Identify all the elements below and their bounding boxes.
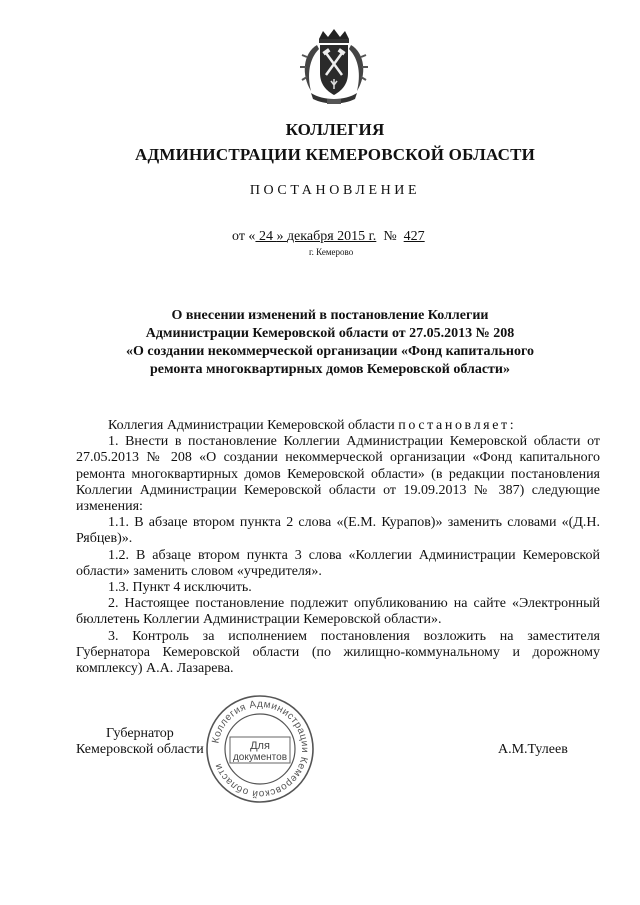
signatory-region: Кемеровской области [76,742,204,757]
date-prefix: от « [232,229,256,244]
organization-title-line-1: КОЛЛЕГИЯ [285,120,385,139]
signatory-title: Губернатор [106,726,174,741]
paragraph-1-2: 1.2. В абзаце втором пункта 3 слова «Коллегии Администрации Кемеровской области» заменить словом «учредителя». [76,547,600,579]
document-subject [70,307,590,379]
paragraph-1-3: 1.3. Пункт 4 исключить. [108,580,252,596]
date-mid: » [276,229,287,244]
document-number: 427 [403,229,425,244]
paragraph-1-1: 1.1. В абзаце втором пункта 2 слова «(Е.М. Курапов)» заменить словами «(Д.Н. Рябцев)». [76,515,600,547]
paragraph-3: 3. Контроль за исполнением постановления возложить на заместителя Губернатора Кемеровской области (по жилищно-коммунальному и дорожному комплексу) А.А. Лазарева. [76,628,600,677]
official-stamp [204,693,316,805]
organization-title-line-2: АДМИНИСТРАЦИИ КЕМЕРОВСКОЙ ОБЛАСТИ [134,145,536,164]
subject-line-1: О внесении изменений в постановление Коллегии [171,308,489,323]
coat-of-arms-icon [297,27,371,107]
paragraph-1: 1. Внести в постановление Коллегии Администрации Кемеровской области от 27.05.2013 № 208 «О создании некоммерческой организации «Фонд капитального ремонта многоквартирных домов Кемеровской области» (в редакции постановления Коллегии Администрации Кемеровской области от 19.09.2013 № 387) следующие изменения: [76,434,600,515]
subject-line-3: «О создании некоммерческой организации «Фонд капитального [126,344,534,359]
signatory-name: А.М.Тулеев [498,742,568,757]
coat-of-arms-emblem [297,27,371,107]
city-label: г. Кемерово [309,247,354,257]
date-and-number-line [232,229,425,245]
intro-text: Коллегия Администрации Кемеровской области [108,418,399,433]
subject-line-2: Администрации Кемеровской области от 27.05.2013 № 208 [145,326,515,341]
number-label: № [376,229,404,244]
subject-line-4: ремонта многоквартирных домов Кемеровской области» [150,362,510,377]
stamp-ring-text: Коллегия Администрации Кемеровской области [210,698,311,800]
document-body [76,418,600,677]
document-type-heading: ПОСТАНОВЛЕНИЕ [249,183,421,198]
intro-paragraph [76,418,600,434]
stamp-center-line-2: документов [232,752,288,763]
paragraph-2: 2. Настоящее постановление подлежит опубликованию на сайте «Электронный бюллетень Коллегии Администрации Кемеровской области». [76,596,600,628]
stamp-seal-icon [204,693,316,805]
date-month-year: декабря 2015 г. [286,229,377,244]
date-day: 24 [255,229,277,244]
stamp-center-line-1: Для [250,740,270,752]
intro-decree-word: постановляет: [398,418,517,433]
